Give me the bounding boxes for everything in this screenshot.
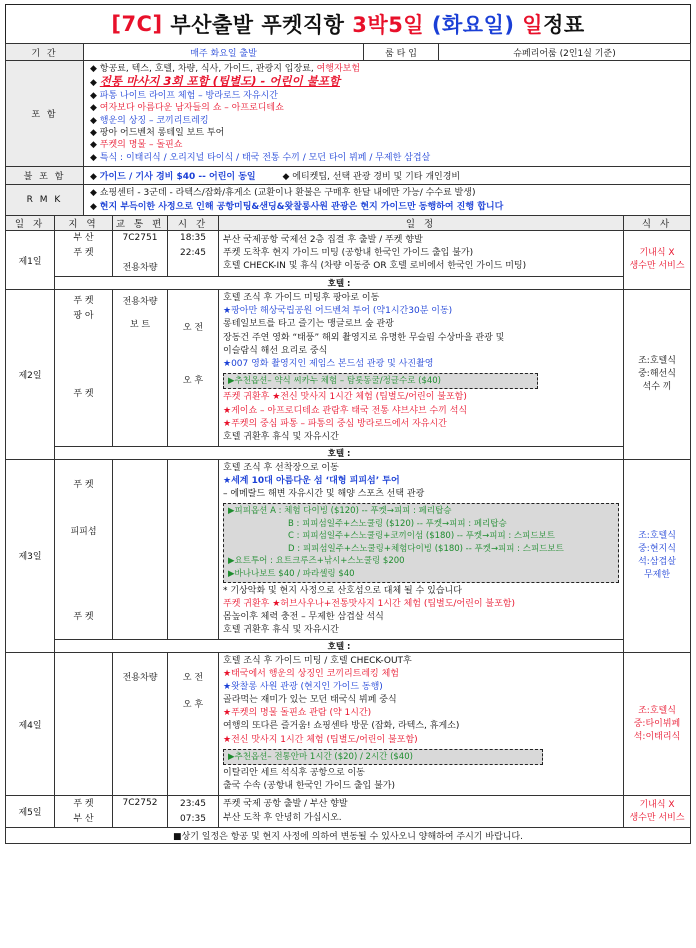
day-4-times: 오 전 오 후 xyxy=(168,653,219,796)
day-3-row xyxy=(6,459,691,639)
title-route: 부산출발 푸켓직항 xyxy=(170,13,345,37)
day-1-row xyxy=(6,231,691,277)
day-3-times xyxy=(168,459,219,639)
info-table xyxy=(5,43,691,216)
list-item: ◆ 현지 부득이한 사정으로 인해 공항미팅&샌딩&왓찰롱사원 관광은 현지 가이드만 동행하여 진행 합니다 xyxy=(90,200,686,214)
excludes-item-2: 에티켓팁, 선택 관광 경비 및 기타 개인경비 xyxy=(292,172,461,183)
header-meal: 식 사 xyxy=(624,216,691,231)
day-2-times: 오 전 오 후 xyxy=(168,290,219,447)
room-label: 룸 타 입 xyxy=(364,44,439,61)
day-3-label: 제3일 xyxy=(6,459,55,652)
header-time: 시 간 xyxy=(168,216,219,231)
day-4-schedule: 호텔 조식 후 가이드 미팅 / 호텔 CHECK-OUT후 ★태국에서 행운의 상징인 코끼리트레킹 체험 ★왓찰롱 사원 관광 (현지인 가이드 동행) 골라먹는 재미가 있는 모던 태국식 뷔페 중식 ★푸켓의 명물 돌핀쇼 관람 (약 1시간) 여행의 또다른 즐거움! 쇼핑센타 방문 (잡화, 라텍스, 휴게소) ★전신 맛사지 1시간 체험 (팁별도/어린이 불포함) ▶추천옵션– 전통안마 1시간 ($20) / 2시간 ($40) 이탈리안 세트 석식후 공항으로 이동 출국 수속 (공항내 한국인 가이드 출입 불가) xyxy=(219,653,624,796)
day-5-times: 23:45 07:35 xyxy=(168,796,219,827)
period-value: 매주 화요일 출발 xyxy=(84,44,364,61)
includes-list xyxy=(84,61,690,166)
day-2-hotel: 호텔 : xyxy=(55,446,624,459)
day-4-transport: 전용차량 xyxy=(113,653,168,796)
day-3-options: ▶피피옵션 A : 체험 다이빙 ($120) -- 푸켓→피피 : 페리탑승 B : 피피섬일주+스노쿨링 ($120) -- 푸켓→피피 : 페리탑승 C : 피피섬일주+스노쿨링+코끼이섬 ($180) -- 푸켓→피피 : 스피드보트 D : 피피섬일주+스노쿨링+체험다이빙 ($180) -- 푸켓→피피 : 스피드보트 ▶요트투어 : 요트크루즈+낚시+스노쿨링 $200 ▶바나나보트 $40 / 파라셀링 $40 xyxy=(223,503,619,583)
day-4-region xyxy=(55,653,113,796)
day-3-region: 푸 켓 피피섬 푸 켓 xyxy=(55,459,113,639)
title-jeongpyo: 정표 xyxy=(543,13,585,37)
day-2-meal: 조:호텔식 중:해선식 석수 끼 xyxy=(624,290,691,460)
header-transport: 교 통 편 xyxy=(113,216,168,231)
day-5-region: 푸 켓 부 산 xyxy=(55,796,113,827)
day-5-transport: 7C2752 xyxy=(113,796,168,827)
day-2-schedule: 호텔 조식 후 가이드 미팅후 팡아로 이동 ★팡아만 해상국립공원 어드벤쳐 투어 (약1시간30분 이동) 롱테일보트를 타고 즐기는 맹글로브 숲 관광 장동건 주연 영화 “태풍” 해외 촬영지로 유명한 무슬림 수상마을 관광 및 이슬람식 해선 요리로 중식 ★007 영화 촬영지인 제임스 본드섬 관광 및 사진촬영 ▶추천옵션– 약식 씨카누 체험 – 탐롯동굴/정글수로 ($40) 푸켓 귀환후 ★전신 맛사지 1시간 체험 (팁별도/어린이 불포함) ★게이쇼 – 아프로디테쇼 관람후 태국 전통 샤브샤브 수끼 석식 ★푸켓의 중심 파통 – 파통의 중심 방라로드에서 자유시간 호텔 귀환후 휴식 및 자유시간 xyxy=(219,290,624,447)
title-duration: 3박5일 xyxy=(352,13,425,37)
day-2-transport: 전용차량 보 트 xyxy=(113,290,168,447)
day-5-meal: 기내식 X 생수만 서비스 xyxy=(624,796,691,827)
title-il: 일 xyxy=(522,13,544,37)
day-5-row xyxy=(6,796,691,827)
day-2-option: ▶추천옵션– 약식 씨카누 체험 – 탐롯동굴/정글수로 ($40) xyxy=(223,373,538,390)
day-1-times: 18:35 22:45 xyxy=(168,231,219,277)
list-item: ◆ 특식 : 이태리식 / 오리지널 타이식 / 태국 전통 수끼 / 모던 타이 뷔페 / 무제한 삼겹살 xyxy=(90,152,686,164)
day-4-row xyxy=(6,653,691,796)
day-1-schedule: 부산 국제공항 국제선 2층 집결 후 출발 / 푸켓 향발 푸켓 도착후 현지 가이드 미팅 (공항내 한국인 가이드 출입 불가) 호텔 CHECK-IN 및 휴식 (차량 이동중 OR 호텔 로비에서 한국인 가이드 미팅) xyxy=(219,231,624,277)
excludes-label: 불 포 함 xyxy=(6,167,84,185)
day-3-meal: 조:호텔식 중:현지식 석:삼겹살 무제한 xyxy=(624,459,691,652)
list-item: ◆ 쇼핑센터 - 3군데 - 라텍스/잡화/휴게소 (교환이나 환불은 구매후 한달 내에만 가능/ 수수료 발생) xyxy=(90,186,686,200)
rmk-list xyxy=(84,185,690,215)
room-value: 슈페리어룸 (2인1실 기준) xyxy=(439,44,691,61)
day-5-label: 제5일 xyxy=(6,796,55,827)
day-1-meal: 기내식 X 생수만 서비스 xyxy=(624,231,691,290)
day-4-meal: 조:호텔식 중:타이뷔페 석:이태리식 xyxy=(624,653,691,796)
title-weekday: (화요일) xyxy=(431,13,515,37)
includes-label: 포 함 xyxy=(6,61,84,167)
page-title xyxy=(5,4,691,44)
rmk-cell xyxy=(84,185,691,216)
footer-note: ■상기 일정은 항공 및 현지 사정에 의하여 변동될 수 있사오니 양해하여 주시기 바랍니다. xyxy=(6,827,691,843)
itinerary-table xyxy=(5,215,691,843)
day-3-transport xyxy=(113,459,168,639)
day-2-row xyxy=(6,290,691,447)
itinerary-header xyxy=(6,216,691,231)
list-item: ◆ 여자보다 아름다운 남자들의 쇼 – 아프로디테쇼 xyxy=(90,102,686,114)
list-item: ◆ 파통 나이트 라이프 체험 – 방라로드 자유시간 xyxy=(90,90,686,102)
list-item: ◆ 행운의 상징 – 코끼리트레킹 xyxy=(90,115,686,127)
period-label: 기 간 xyxy=(6,44,84,61)
day-4-label: 제4일 xyxy=(6,653,55,796)
day-4-option: ▶추천옵션– 전통안마 1시간 ($20) / 2시간 ($40) xyxy=(223,749,543,766)
header-day: 일 자 xyxy=(6,216,55,231)
day-1-transport: 7C2751 전용차량 xyxy=(113,231,168,277)
list-item: ◆ 팡아 어드벤처 롱테일 보트 투어 xyxy=(90,127,686,139)
header-schedule: 일 정 xyxy=(219,216,624,231)
header-region: 지 역 xyxy=(55,216,113,231)
day-3-schedule: 호텔 조식 후 선착장으로 이동 ★세계 10대 아름다운 섬 ‘대형 피피섬’ 투어 – 에메랄드 해변 자유시간 및 해양 스포츠 선택 관광 ▶피피옵션 A : 체험 다이빙 ($120) -- 푸켓→피피 : 페리탑승 B : 피피섬일주+스노쿨링 ($120) -- 푸켓→피피 : 페리탑승 C : 피피섬일주+스노쿨링+코끼이섬 ($180) -- 푸켓→피피 : 스피드보트 D : 피피섬일주+스노쿨링+체험다이빙 ($180) -- 푸켓→피피 : 스피드보트 ▶요트투어 : 요트크루즈+낚시+스노쿨링 $200 ▶바나나보트 $40 / 파라셀링 $40 * 기상악화 및 현지 사정으로 산호섬으로 대체 될 수 있습니다 푸켓 귀환후 ★허브사우나+전통맛사지 1시간 체험 (팁별도/어린이 불포함) 몸높이후 체력 충전 – 무제한 삼겹살 석식 호텔 귀환후 휴식 및 자유시간 xyxy=(219,459,624,639)
day-1-label: 제1일 xyxy=(6,231,55,290)
day-2-region: 푸 켓 팡 아 푸 켓 xyxy=(55,290,113,447)
day-1-region: 부 산 푸 켓 xyxy=(55,231,113,277)
list-item: ◆ 항공료, 텍스, 호텔, 차량, 식사, 가이드, 관광지 입장료, 여행자보험 xyxy=(90,63,686,75)
rmk-label: R M K xyxy=(6,185,84,216)
day-2-label: 제2일 xyxy=(6,290,55,460)
day-1-hotel: 호텔 : xyxy=(55,277,624,290)
includes-cell xyxy=(84,61,691,167)
title-airline: [7C] xyxy=(111,12,163,36)
day-5-schedule: 푸켓 국제 공항 출발 / 부산 향발 부산 도착 후 안녕히 가십시오. xyxy=(219,796,624,827)
excludes-cell: ◆ 가이드 / 기사 경비 $40 -- 어린이 동일 ◆ 에티켓팁, 선택 관광 경비 및 기타 개인경비 xyxy=(84,167,691,185)
day-3-hotel: 호텔 : xyxy=(55,640,624,653)
list-item: ◆ 푸켓의 명물 – 돌핀쇼 xyxy=(90,139,686,151)
list-item: ◆ 전통 마사지 3회 포함 (팁별도) - 어린이 불포함 xyxy=(90,75,686,89)
excludes-item-1: 가이드 / 기사 경비 $40 -- 어린이 동일 xyxy=(99,172,256,183)
